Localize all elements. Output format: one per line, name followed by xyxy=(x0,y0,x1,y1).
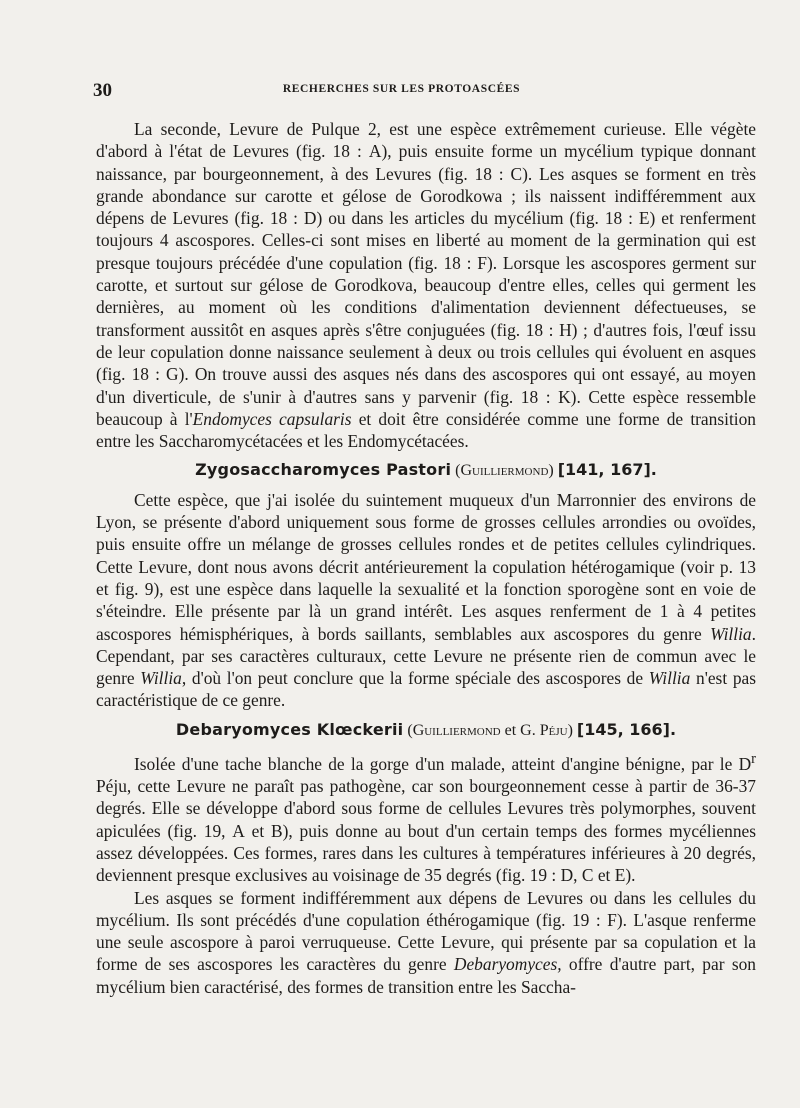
taxon-name: Zygosaccharomyces Pastori xyxy=(195,460,452,480)
paragraph-zygosaccharomyces: Cette espèce, que j'ai isolée du suintement muqueux d'un Marronnier des environs de Lyon, se présente d'abord uniquement sous forme de grosses cellules arrondies ou ovoïdes, puis ensuite offre un mélange de grosses cellules rondes et de petites cellules cylindriques. Cette Levure, dont nous avons décrit antérieurement la copulation hétérogamique (voir p. 13 et fig. 9), est une espèce dans laquelle la sexualité et la fonction sporogène sont en voie de s'éteindre. Elle présente par là un grand intérêt. Les asques renferment de 1 à 4 petites ascospores hémisphériques, à bords saillants, semblables aux ascospores du genre Willia. Cependant, par ses caractères culturaux, cette Levure ne présente rien de commun avec le genre Willia, d'où l'on peut conclure que la forme spéciale des ascospores de Willia n'est pas caractéristique de ce genre. xyxy=(96,489,756,711)
author-name: Péju xyxy=(539,721,568,739)
paragraph-debaryomyces-1: Isolée d'une tache blanche de la gorge d'un malade, atteint d'angine bénigne, par le $D^r$ Péju, cette Levure ne paraît pas pathogène, car son bourgeonnement cesse à partir de 36-37 degrés. Elle se développe d'abord sous forme de cellules Levures très polymorphes, souvent apiculées (fig. 19, A et B), puis donne au bout d'un certain temps des formes mycéliennes assez développées. Ces formes, rares dans les cultures à températures inférieures à 20 degrés, deviennent presque exclusives au voisinage de 35 degrés (fig. 19 : D, C et E). xyxy=(96,751,757,886)
citation-refs: [145, 166]. xyxy=(576,719,677,739)
author-name: Guilliermond xyxy=(412,721,501,739)
page-number: 30 xyxy=(93,80,112,101)
taxon-name: Debaryomyces Klœckerii xyxy=(175,719,404,739)
paragraph-debaryomyces-2: Les asques se forment indifféremment aux dépens de Levures ou dans les cellules du mycélium. Ils sont précédés d'une copulation éthérogamique (fig. 19 : F). L'asque renferme une seule ascospore à paroi verruqueuse. Cette Levure, qui présente par sa copulation et la forme de ses ascospores les caractères du genre Debaryomyces, offre d'autre part, par son mycélium bien caractérisé, des formes de transition entre les Saccha- xyxy=(96,887,756,997)
page-header xyxy=(93,80,750,102)
page-body xyxy=(96,118,756,998)
paragraph-levure-pulque: La seconde, Levure de Pulque 2, est une espèce extrêmement curieuse. Elle végète d'abord à l'état de Levures (fig. 18 : A), puis ensuite forme un mycélium typique donnant naissance, par bourgeonnement, à des Levures (fig. 18 : C). Les asques se forment en très grande abondance sur carotte et gélose de Gorodkowa ; ils naissent indifféremment aux dépens de Levures (fig. 18 : D) ou dans les articles du mycélium (fig. 18 : E) et renferment toujours 4 ascospores. Celles-ci sont mises en liberté au moment de la germination qui est presque toujours précédée d'une copulation (fig. 18 : F). Lorsque les ascospores germent sur carotte, et surtout sur gélose de Gorodkova, beaucoup d'entre elles, celles qui germent les dernières, au moment où les conditions d'alimentation deviennent défectueuses, se transforment aussitôt en asques après s'être conjuguées (fig. 18 : H) ; d'autres fois, l'œuf issu de leur copulation donne naissance seulement à deux ou trois cellules qui évoluent en asques (fig. 18 : G). On trouve aussi des asques nés dans des ascospores qui ont essayé, au moyen d'un diverticule, de s'unir à d'autres sans y parvenir (fig. 18 : K). Cette espèce ressemble beaucoup à l'Endomyces capsularis et doit être considérée comme une forme de transition entre les Saccharomycétacées et les Endomycétacées. xyxy=(96,119,757,452)
running-title: RECHERCHES SUR LES PROTOASCÉES xyxy=(282,83,521,95)
section-heading-debaryomyces: Debaryomyces Klœckerii (Guilliermond et G. Péju) [145, 166]. xyxy=(175,719,677,739)
author-name: Guilliermond xyxy=(460,462,549,480)
section-heading-zygosaccharomyces: Zygosaccharomyces Pastori (Guilliermond) [141, 167]. xyxy=(195,460,657,480)
citation-refs: [141, 167]. xyxy=(557,460,657,480)
